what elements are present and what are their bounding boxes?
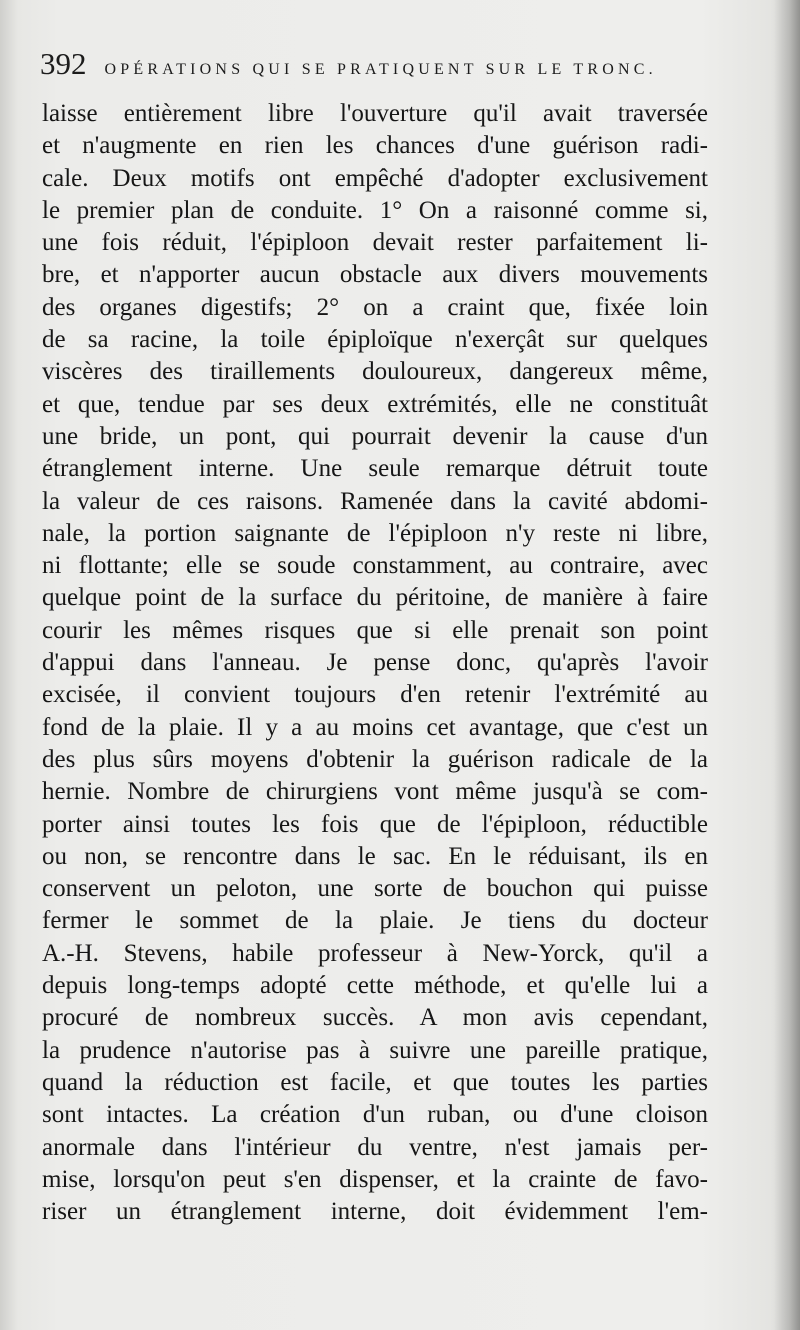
text-line: une fois réduit, l'épiploon devait rester parfaitement li- <box>42 229 708 257</box>
body-text <box>42 98 708 1228</box>
text-line: ou non, se rencontre dans le sac. En le réduisant, ils en <box>42 842 708 870</box>
text-line: de sa racine, la toile épiploïque n'exerçât sur quelques <box>42 326 708 354</box>
text-line: des plus sûrs moyens d'obtenir la guérison radicale de la <box>42 745 708 773</box>
spine-shadow <box>774 0 800 1330</box>
text-line: et que, tendue par ses deux extrémités, elle ne constituât <box>42 390 708 418</box>
text-line: une bride, un pont, qui pourrait devenir la cause d'un <box>42 422 708 450</box>
text-line: quelque point de la surface du péritoine, de manière à faire <box>42 584 708 612</box>
page-header <box>40 46 720 86</box>
text-line: et n'augmente en rien les chances d'une guérison radi- <box>42 132 708 160</box>
text-line: excisée, il convient toujours d'en retenir l'extrémité au <box>42 681 708 709</box>
running-title: OPÉRATIONS QUI SE PRATIQUENT SUR LE TRONC. <box>104 61 657 78</box>
text-line: riser un étranglement interne, doit évidemment l'em- <box>42 1198 708 1226</box>
text-line: quand la réduction est facile, et que toutes les parties <box>42 1068 708 1096</box>
text-line: procuré de nombreux succès. A mon avis cependant, <box>42 1004 708 1032</box>
text-line: viscères des tiraillements douloureux, dangereux même, <box>42 358 708 386</box>
text-line: la valeur de ces raisons. Ramenée dans la cavité abdomi- <box>42 487 708 515</box>
text-line: le premier plan de conduite. 1° On a raisonné comme si, <box>42 196 708 224</box>
text-line: conservent un peloton, une sorte de bouchon qui puisse <box>42 875 708 903</box>
text-line: porter ainsi toutes les fois que de l'épiploon, réductible <box>42 810 708 838</box>
text-line: courir les mêmes risques que si elle prenait son point <box>42 616 708 644</box>
text-line: A.-H. Stevens, habile professeur à New-Yorck, qu'il a <box>42 939 708 967</box>
text-line: fermer le sommet de la plaie. Je tiens du docteur <box>42 907 708 935</box>
page-number: 392 <box>40 46 87 81</box>
text-line: fond de la plaie. Il y a au moins cet avantage, que c'est un <box>42 713 708 741</box>
text-line: la prudence n'autorise pas à suivre une pareille pratique, <box>42 1036 708 1064</box>
text-line: d'appui dans l'anneau. Je pense donc, qu'après l'avoir <box>42 649 708 677</box>
text-line: cale. Deux motifs ont empêché d'adopter exclusivement <box>42 164 708 192</box>
text-line: sont intactes. La création d'un ruban, ou d'une cloison <box>42 1101 708 1129</box>
text-line: ni flottante; elle se soude constamment, au contraire, avec <box>42 552 708 580</box>
text-line: étranglement interne. Une seule remarque détruit toute <box>42 455 708 483</box>
text-line: mise, lorsqu'on peut s'en dispenser, et la crainte de favo- <box>42 1165 708 1193</box>
text-line: nale, la portion saignante de l'épiploon n'y reste ni libre, <box>42 519 708 547</box>
text-line: anormale dans l'intérieur du ventre, n'est jamais per- <box>42 1133 708 1161</box>
text-line: laisse entièrement libre l'ouverture qu'il avait traversée <box>42 100 708 127</box>
text-line: hernie. Nombre de chirurgiens vont même jusqu'à se com- <box>42 778 708 806</box>
text-line: depuis long-temps adopté cette méthode, et qu'elle lui a <box>42 972 708 1000</box>
text-line: bre, et n'apporter aucun obstacle aux divers mouvements <box>42 261 708 289</box>
text-line: des organes digestifs; 2° on a craint que, fixée loin <box>42 293 708 321</box>
